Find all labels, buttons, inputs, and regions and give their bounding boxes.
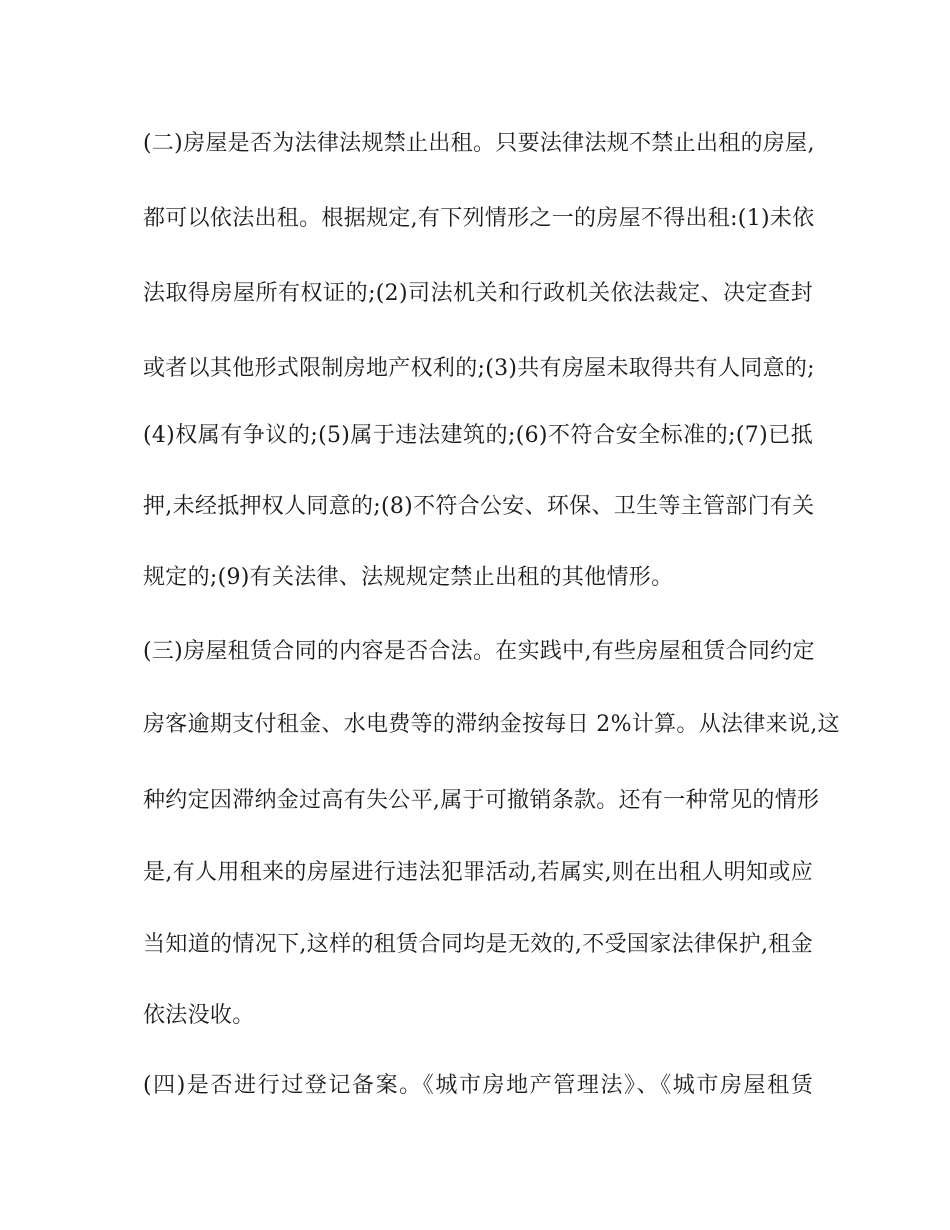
paragraph-line: 是,有人用租来的房屋进行违法犯罪活动,若属实,则在出租人明知或应 [143, 860, 813, 885]
paragraph-line: (三)房屋租赁合同的内容是否合法。在实践中,有些房屋租赁合同约定 [143, 639, 815, 664]
paragraph-line: 依法没收。 [143, 1003, 255, 1028]
paragraph-line: (4)权属有争议的;(5)属于违法建筑的;(6)不符合安全标准的;(7)已抵 [143, 423, 813, 448]
paragraph-line: 押,未经抵押权人同意的;(8)不符合公安、环保、卫生等主管部门有关 [143, 494, 815, 519]
paragraph-line: 种约定因滞纳金过高有失公平,属于可撤销条款。还有一种常见的情形 [143, 788, 820, 813]
paragraph-line: 当知道的情况下,这样的租赁合同均是无效的,不受国家法律保护,租金 [143, 932, 813, 957]
paragraph-line: 都可以依法出租。根据规定,有下列情形之一的房屋不得出租:(1)未依 [143, 206, 815, 231]
paragraph-line: 法取得房屋所有权证的;(2)司法机关和行政机关依法裁定、决定查封 [143, 281, 813, 306]
paragraph-line: 或者以其他形式限制房地产权利的;(3)共有房屋未取得共有人同意的; [143, 356, 815, 381]
paragraph-line: 房客逾期支付租金、水电费等的滞纳金按每日 2%计算。从法律来说,这 [143, 712, 840, 737]
paragraph-line: (四)是否进行过登记备案。《城市房地产管理法》、《城市房屋租赁 [143, 1073, 813, 1098]
paragraph-line: (二)房屋是否为法律法规禁止出租。只要法律法规不禁止出租的房屋, [143, 131, 815, 156]
paragraph-line: 规定的;(9)有关法律、法规规定禁止出租的其他情形。 [143, 565, 674, 590]
